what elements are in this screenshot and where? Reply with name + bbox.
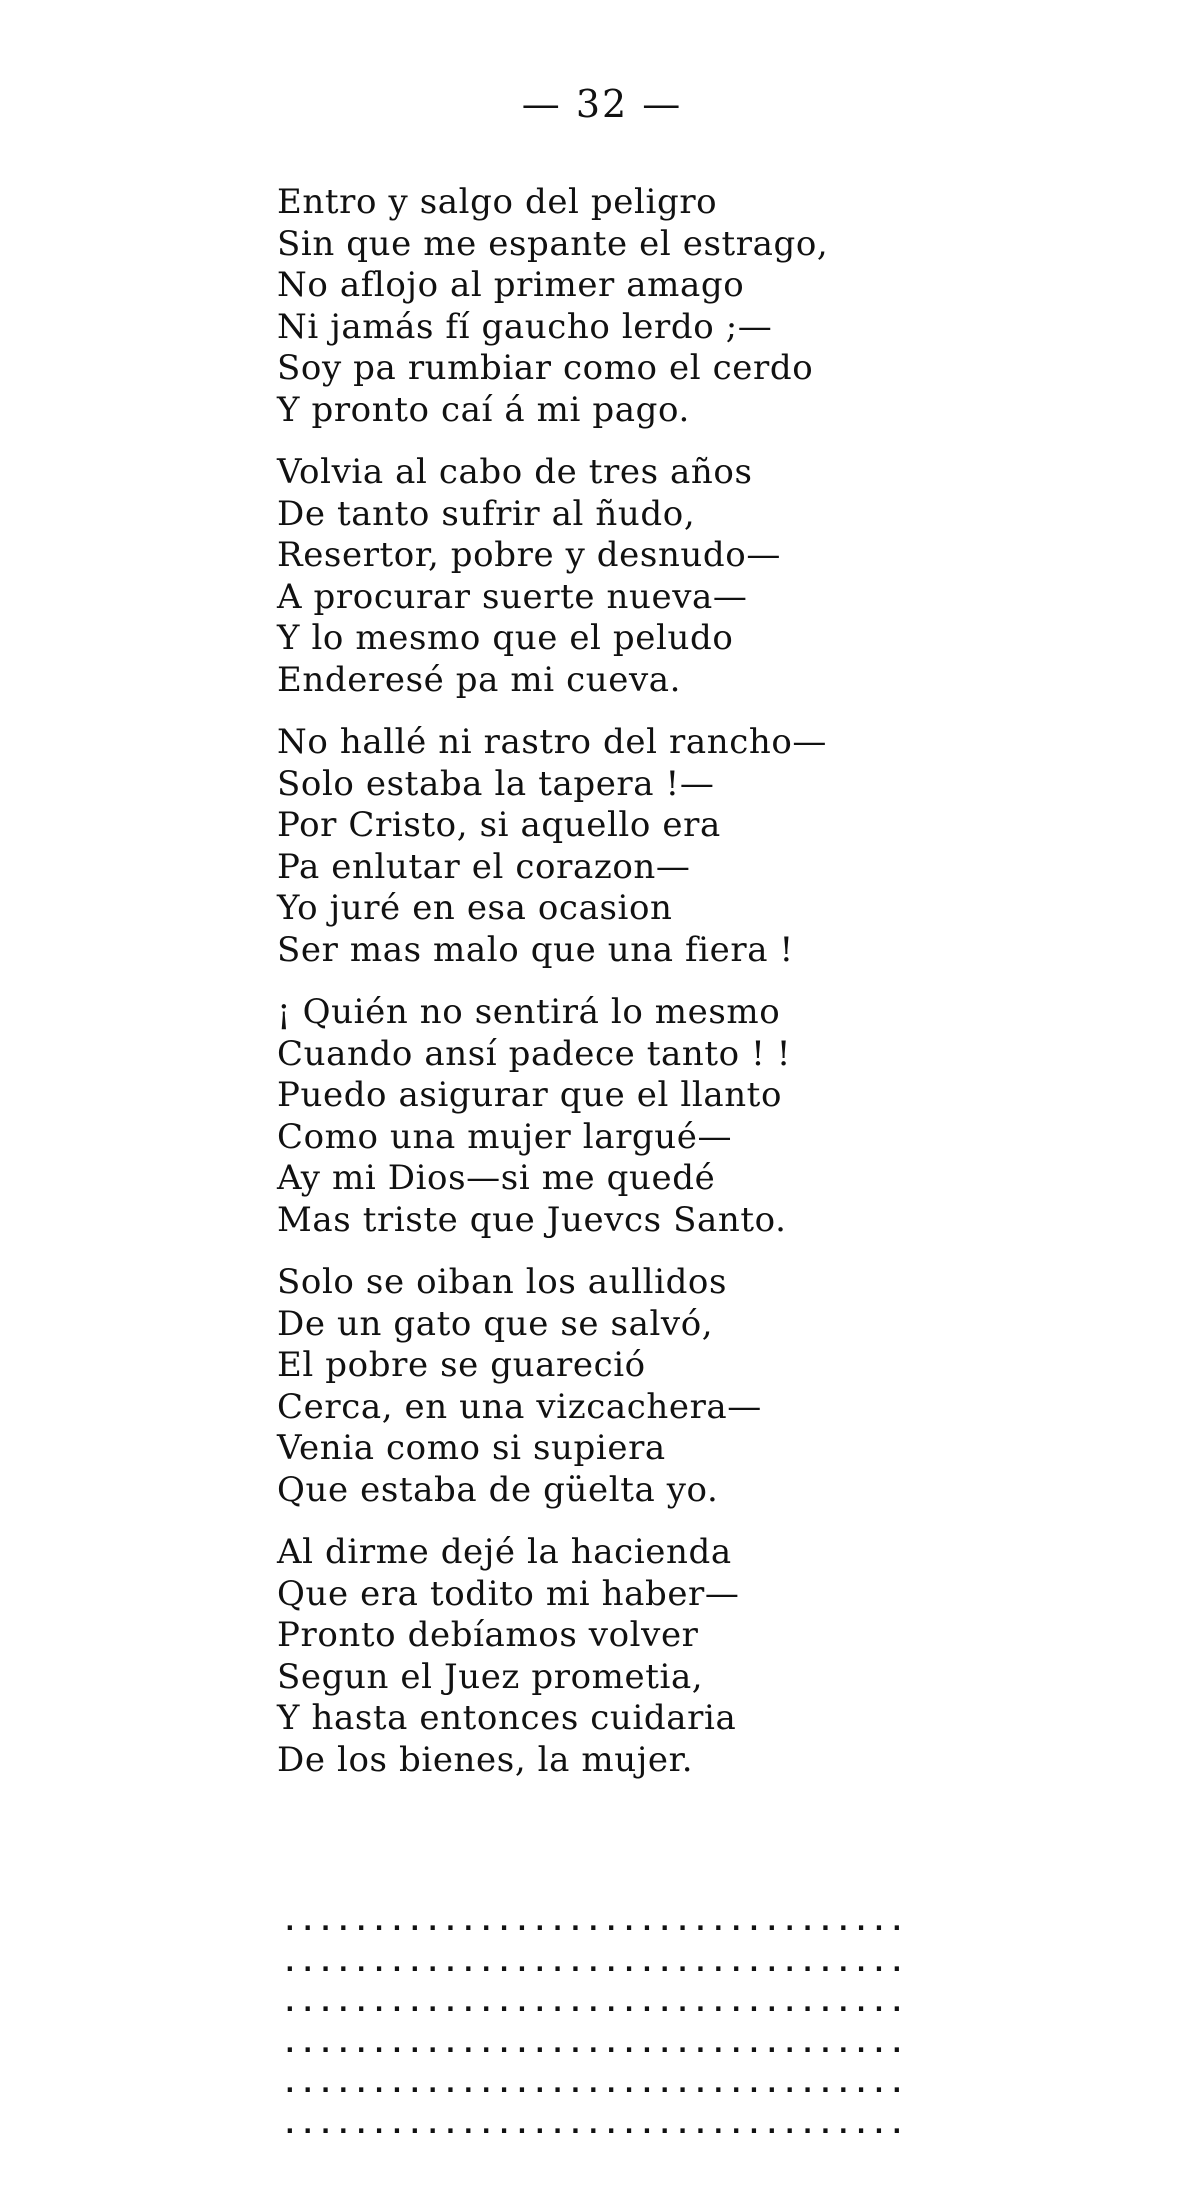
verse-line: Yo juré en esa ocasion <box>277 888 673 928</box>
verse-line: ¡ Quién no sentirá lo mesmo <box>277 992 781 1032</box>
verse-line: Resertor, pobre y desnudo— <box>277 535 781 575</box>
verse-line: Soy pa rumbiar como el cerdo <box>277 348 814 388</box>
verse-line: Que estaba de güelta yo. <box>277 1469 719 1510</box>
verse-line: Sin que me espante el estrago, <box>277 223 829 264</box>
poem-body <box>277 182 1157 1802</box>
verse-line: Entro y salgo del peligro <box>277 182 718 222</box>
stanza-1 <box>277 182 1157 431</box>
verse-line: No aflojo al primer amago <box>277 265 745 305</box>
verse-line: Volvia al cabo de tres años <box>277 452 753 492</box>
stanza-3 <box>277 722 1157 971</box>
dot-row: ................................... <box>282 2028 907 2059</box>
stanza-5 <box>277 1262 1157 1511</box>
verse-line: De tanto sufrir al ñudo, <box>277 493 696 534</box>
verse-line: A procurar suerte nueva— <box>277 576 748 617</box>
verse-line: Pa enlutar el corazon— <box>277 846 691 887</box>
verse-line: Cuando ansí padece tanto ! ! <box>277 1033 792 1074</box>
verse-line: El pobre se guareció <box>277 1345 646 1385</box>
dot-row: ................................... <box>282 1907 907 1937</box>
dot-row: ................................... <box>282 2069 907 2099</box>
page-number: — 32 — <box>521 82 683 126</box>
verse-line: Puedo asigurar que el llanto <box>277 1075 783 1115</box>
dot-row: ................................... <box>282 1947 907 1978</box>
verse-line: Pronto debíamos volver <box>277 1615 699 1655</box>
verse-line: Ser mas malo que una fiera ! <box>277 929 794 970</box>
verse-line: De los bienes, la mujer. <box>277 1739 694 1780</box>
stanza-6 <box>277 1532 1157 1781</box>
verse-line: Venia como si supiera <box>277 1428 666 1468</box>
stanza-4 <box>277 992 1157 1241</box>
omission-dots <box>282 1902 1002 2145</box>
verse-line: Cerca, en una vizcachera— <box>277 1386 762 1427</box>
verse-line: Como una mujer largué— <box>277 1116 733 1157</box>
verse-line: De un gato que se salvó, <box>277 1303 714 1344</box>
verse-line: No hallé ni rastro del rancho— <box>277 722 828 762</box>
verse-line: Y hasta entonces cuidaria <box>277 1698 737 1738</box>
verse-line: Segun el Juez prometia, <box>277 1656 704 1697</box>
verse-line: Y pronto caí á mi pago. <box>277 389 690 430</box>
verse-line: Ni jamás fí gaucho lerdo ;— <box>277 306 773 347</box>
verse-line: Ay mi Dios—si me quedé <box>277 1158 716 1198</box>
verse-line: Por Cristo, si aquello era <box>277 805 721 845</box>
stanza-2 <box>277 452 1157 701</box>
dot-row: ................................... <box>282 2109 907 2140</box>
verse-line: Que era todito mi haber— <box>277 1573 740 1614</box>
verse-line: Al dirme dejé la hacienda <box>277 1532 732 1572</box>
verse-line: Mas triste que Juevcs Santo. <box>277 1199 787 1240</box>
verse-line: Solo se oiban los aullidos <box>277 1262 728 1302</box>
verse-line: Solo estaba la tapera !— <box>277 763 715 804</box>
verse-line: Enderesé pa mi cueva. <box>277 659 682 700</box>
dot-row: ................................... <box>282 1988 907 2018</box>
verse-line: Y lo mesmo que el peludo <box>277 618 734 658</box>
